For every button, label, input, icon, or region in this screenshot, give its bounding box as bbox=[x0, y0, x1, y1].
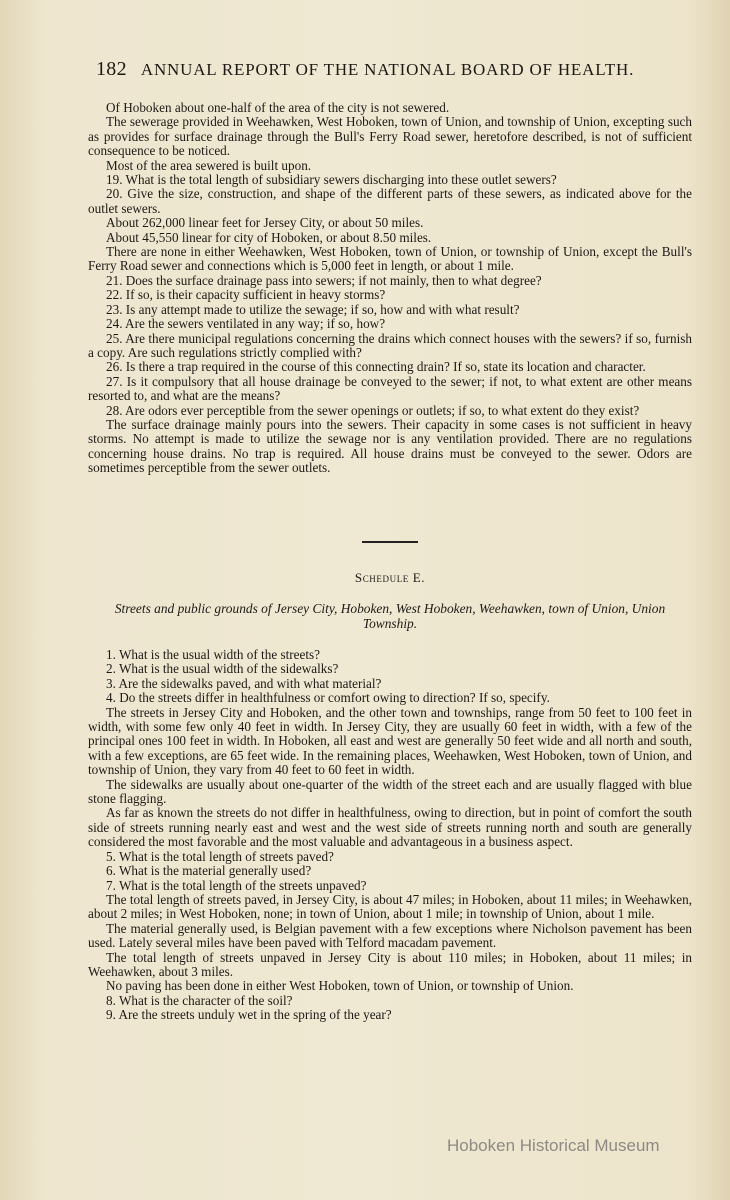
question: 24. Are the sewers ventilated in any way; if so, how? bbox=[106, 316, 386, 332]
paragraph: About 45,550 linear for city of Hoboken, or about 8.50 miles. bbox=[106, 229, 432, 245]
question: 5. What is the total length of streets paved? bbox=[106, 848, 334, 864]
paragraph: The material generally used, is Belgian pavement with a few exceptions where Nicholson pavement has been used. Lately several miles have been paved with Telford macadam pavement. bbox=[88, 920, 692, 951]
paragraph: The total length of streets unpaved in Jersey City is about 110 miles; in Hoboken, about 11 miles; in Weehawken, about 3 miles. bbox=[88, 949, 692, 979]
page-number: 182 bbox=[96, 58, 127, 80]
question: 25. Are there municipal regulations concerning the drains which connect houses with the sewers? if so, furnish a copy. Are such regulations strictly complied with? bbox=[88, 330, 692, 360]
museum-watermark: Hoboken Historical Museum bbox=[447, 1136, 660, 1155]
paragraph: As far as known the streets do not differ in healthfulness, owing to direction, but in point of comfort the south side of streets running nearly east and west and the west side of streets running north and south are generally considered the most favorable and the most valuable and advantageous in a business aspect. bbox=[88, 805, 692, 850]
paragraph: Most of the area sewered is built upon. bbox=[106, 157, 312, 173]
question: 28. Are odors ever perceptible from the sewer openings or outlets; if so, to what extent do they exist? bbox=[106, 402, 640, 418]
paragraph: The sewerage provided in Weehawken, West Hoboken, town of Union, and township of Union, excepting such as provides for surface drainage through the Bull's Ferry Road sewer, heretofore described, is not of sufficient consequence to be noticed. bbox=[88, 114, 692, 159]
question: 7. What is the total length of the streets unpaved? bbox=[106, 877, 367, 893]
paragraph: No paving has been done in either West Hoboken, town of Union, or township of Union. bbox=[106, 978, 574, 994]
question: 19. What is the total length of subsidiary sewers discharging into these outlet sewers? bbox=[106, 172, 557, 188]
paragraph: About 262,000 linear feet for Jersey City, or about 50 miles. bbox=[106, 215, 424, 231]
streets-answers-section bbox=[88, 648, 692, 1023]
paragraph: The total length of streets paved, in Jersey City, is about 47 miles; in Hoboken, about 11 miles; in Weehawken, about 2 miles; in West Hoboken, none; in town of Union, about 1 mile; in township of Union, about 1 mile. bbox=[88, 891, 692, 922]
question: 1. What is the usual width of the streets? bbox=[106, 647, 321, 662]
question: 2. What is the usual width of the sidewalks? bbox=[106, 661, 339, 677]
sewerage-answers-section bbox=[88, 101, 692, 476]
question: 3. Are the sidewalks paved, and with what material? bbox=[106, 675, 382, 691]
question: 26. Is there a trap required in the course of this connecting drain? If so, state its location and character. bbox=[106, 359, 646, 375]
schedule-subtitle: Streets and public grounds of Jersey City, Hoboken, West Hoboken, Weehawken, town of Union, Union Township. bbox=[114, 601, 666, 631]
question: 21. Does the surface drainage pass into sewers; if not mainly, then to what degree? bbox=[106, 272, 542, 288]
running-title: ANNUAL REPORT OF THE NATIONAL BOARD OF HEALTH. bbox=[140, 60, 635, 79]
paragraph: The sidewalks are usually about one-quarter of the width of the street each and are usually flagged with blue stone flagging. bbox=[88, 776, 692, 807]
question: 27. Is it compulsory that all house drainage be conveyed to the sewer; if not, to what extent are other means resorted to, and what are the means? bbox=[88, 373, 692, 404]
question: 8. What is the character of the soil? bbox=[106, 992, 293, 1008]
page-header bbox=[96, 58, 656, 81]
question: 20. Give the size, construction, and shape of the different parts of these sewers, as indicated above for the outlet sewers. bbox=[88, 186, 692, 216]
paragraph: Of Hoboken about one-half of the area of the city is not sewered. bbox=[106, 100, 450, 115]
question: 9. Are the streets unduly wet in the spring of the year? bbox=[106, 1007, 392, 1023]
schedule-title: Schedule E. bbox=[354, 570, 426, 585]
paragraph: The surface drainage mainly pours into the sewers. Their capacity in some cases is not sufficient in heavy storms. No attempt is made to utilize the sewage nor is any ventilation provided. There are no regulations concerning house drains. No trap is required. All house drains must be conveyed to the sewer. Odors are sometimes perceptible from the sewer outlets. bbox=[88, 416, 692, 476]
question: 23. Is any attempt made to utilize the sewage; if so, how and with what result? bbox=[106, 301, 520, 317]
question: 6. What is the material generally used? bbox=[106, 863, 312, 879]
section-divider bbox=[362, 541, 418, 543]
question: 4. Do the streets differ in healthfulness or comfort owing to direction? If so, specify. bbox=[106, 690, 550, 706]
paragraph: There are none in either Weehawken, West Hoboken, town of Union, or township of Union, except the Bull's Ferry Road sewer and connections which is 5,000 feet in length, or about 1 mile. bbox=[88, 244, 692, 274]
question: 22. If so, is their capacity sufficient in heavy storms? bbox=[106, 287, 386, 303]
paragraph: The streets in Jersey City and Hoboken, and the other town and townships, range from 50 feet to 100 feet in width, with some few only 40 feet in width. In Jersey City, they are usually 60 feet in width, with a few of the principal ones 100 feet in width. In Hoboken, all east and west are generally 50 feet wide and all north and south, with a few exceptions, are 65 feet wide. In the remaining places, Weehawken, West Hoboken, town of Union, and township of Union, they vary from 40 feet to 60 feet in width. bbox=[88, 704, 692, 778]
